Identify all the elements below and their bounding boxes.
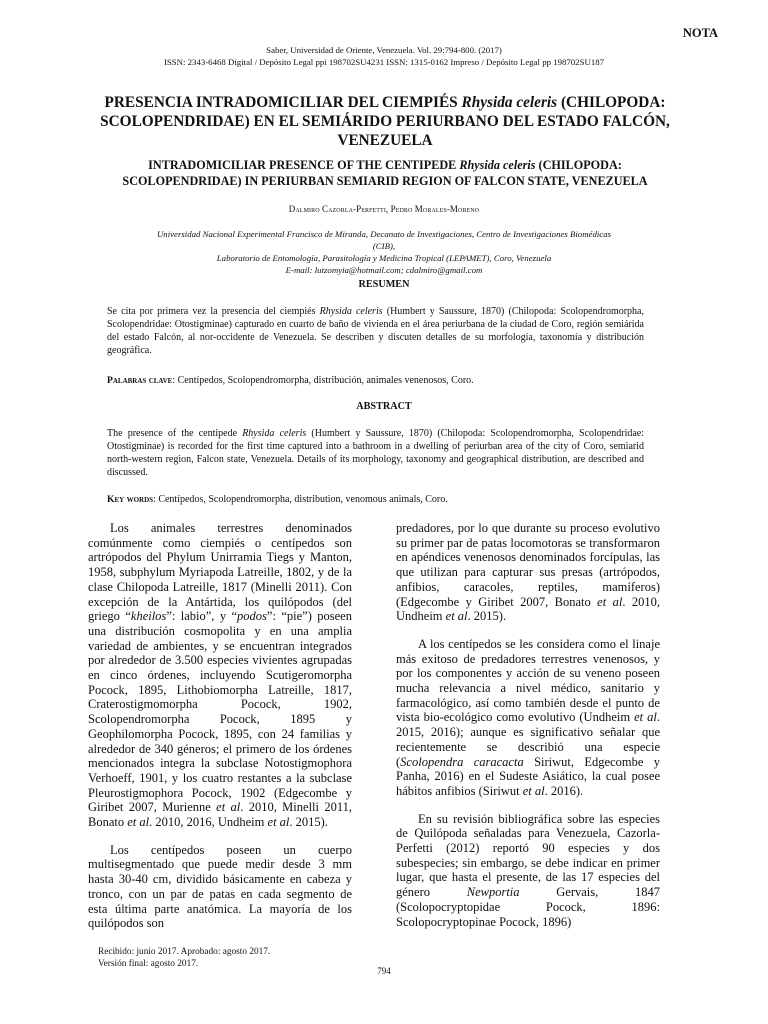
abstract-heading: ABSTRACT xyxy=(356,401,412,412)
authors: Dalmiro Cazorla-Perfetti, Pedro Morales-Moreno xyxy=(288,204,480,214)
body-paragraph: Los animales terrestres denominados comúnmente como ciempiés o centípedos son artrópodos del Phylum Unirramia Tiegs y Manton, 1958, subphylum Myriapoda Latreille, 1802, y de la clase Chilopoda Latreille, 1817 (Minelli 2011). Con excepción de la Antártida, los quilópodos (del griego “kheilos”: labio”, y “podos”: “pie”) poseen una distribución cosmopolita y en una amplia variedad de ambientes, y se encuentran integrados por alrededor de 3.500 especies vivientes agrupadas en cinco órdenes, incluyendo Scutigeromorpha Pocock, 1895, Lithobiomorpha Latreille, 1817, Craterostigmomorpha Pocock, 1902, Scolopendromorpha Pocock, 1895 y Geophilomorpha Pocock, 1895, con 24 familias y alrededor de 340 géneros; el primero de los órdenes mencionados integra la subclase Notostigmophora Verhoeff, 1901, y los cuatro restantes a la subclase Pleurostigmophora Pocock, 1902 (Edgecombe y Giribet 2007, Murienne et al. 2010, Minelli 2011, Bonato et al. 2010, 2016, Undheim et al. 2015). xyxy=(88,521,352,830)
resumen-text: Se cita por primera vez la presencia del ciempiés Rhysida celeris (Humbert y Saussure, 1870) (Chilopoda: Scolopendromorpha, Scolopendridae: Otostigminae) capturado en cuarto de baño de vivienda en el área periurbana de la ciudad de Coro, región semiárida del estado Falcón, al nor-occidente de Venezuela. Se describen y discuten detalles de su morfología, taxonomía y distribución geográfica. xyxy=(107,306,644,356)
body-column-left xyxy=(88,521,352,931)
page-number: 794 xyxy=(377,966,391,976)
body-paragraph: Los centípedos poseen un cuerpo multisegmentado que puede medir desde 3 mm hasta 30-40 cm, dividido básicamente en cabeza y tronco, con un par de patas en cada segmento de esta última parte anatómica. La mayoría de los quilópodos son xyxy=(88,842,352,931)
journal-citation: Saber, Universidad de Oriente, Venezuela. Vol. 29:794-800. (2017) xyxy=(266,45,502,55)
resumen-keywords: Palabras clave: Centípedos, Scolopendromorpha, distribución, animales venenosos, Coro. xyxy=(107,375,474,386)
article-type-label: NOTA xyxy=(682,26,718,40)
received-dates: Recibido: junio 2017. Aprobado: agosto 2017. Versión final: agosto 2017. xyxy=(98,947,271,969)
affiliation: Universidad Nacional Experimental Francisco de Miranda, Decanato de Investigaciones, Centro de Investigaciones Biomédicas (CIB), Laboratorio de Entomología, Parasitología y Medicina Tropical (LEPAMET), Coro, Venezuela E-mail: lutzomyia@hotmail.com; cdalmiro@gmail.com xyxy=(156,229,612,275)
body-paragraph: predadores, por lo que durante su proceso evolutivo su primer par de patas locomotoras se transformaron en apéndices venenosos denominados forcípulas, las que utilizan para capturar sus presas (artrópodos, anfibios, caracoles, reptiles, mamíferos) (Edgecombe y Giribet 2007, Bonato et al. 2010, Undheim et al. 2015). xyxy=(396,521,660,624)
title-spanish: PRESENCIA INTRADOMICILIAR DEL CIEMPIÉS Rhysida celeris (CHILOPODA: SCOLOPENDRIDAE) EN EL SEMIÁRIDO PERIURBANO DEL ESTADO FALCÓN, VENEZUELA xyxy=(100,94,670,149)
body-paragraph: En su revisión bibliográfica sobre las especies de Quilópoda señaladas para Venezuela, Cazorla-Perfetti (2012) reportó 90 especies y dos subespecies; sin embargo, se debe indicar en primer lugar, que hasta el presente, de las 17 especies del género Newportia Gervais, 1847 (Scolopocryptopidae Pocock, 1896: Scolopocryptopinae Pocock, 1896) xyxy=(396,811,661,929)
body-paragraph: A los centípedos se les considera como el linaje más exitoso de predadores terrestres venenosos, y por los componentes y acción de su veneno poseen mucha relevancia a nivel médico, sanitario y farmacológico, así como también desde el punto de vista bio-ecológico como evolutivo (Undheim et al. 2015, 2016); aunque es significativo señalar que recientemente se describió una especie (Scolopendra caracacta Siriwut, Edgecombe y Panha, 2016) en el Sudeste Asiático, la cual posee hábitos anfibios (Siriwut et al. 2016). xyxy=(396,636,660,798)
title-english: INTRADOMICILIAR PRESENCE OF THE CENTIPEDE Rhysida celeris (CHILOPODA: SCOLOPENDRIDAE) IN PERIURBAN SEMIARID REGION OF FALCON STATE, VENEZUELA xyxy=(122,158,648,188)
journal-issn: ISSN: 2343-6468 Digital / Depósito Legal ppi 198702SU4231 ISSN: 1315-0162 Impreso / Depósito Legal pp 198702SU187 xyxy=(163,57,605,67)
body-column-right xyxy=(396,521,660,929)
abstract-keywords: Key words: Centípedos, Scolopendromorpha, distribution, venomous animals, Coro. xyxy=(107,494,448,505)
abstract-text: The presence of the centipede Rhysida celeris (Humbert y Saussure, 1870) (Chilopoda: Scolopendromorpha, Scolopendridae: Otostigminae) is recorded for the first time captured into a bathroom in a dwelling of periurban area of the city of Coro, semiarid north-western region, Falcon state, Venezuela. Details of its morphology, taxonomy and geographical distribution, are described and discussed. xyxy=(107,428,645,478)
resumen-heading: RESUMEN xyxy=(358,279,410,290)
